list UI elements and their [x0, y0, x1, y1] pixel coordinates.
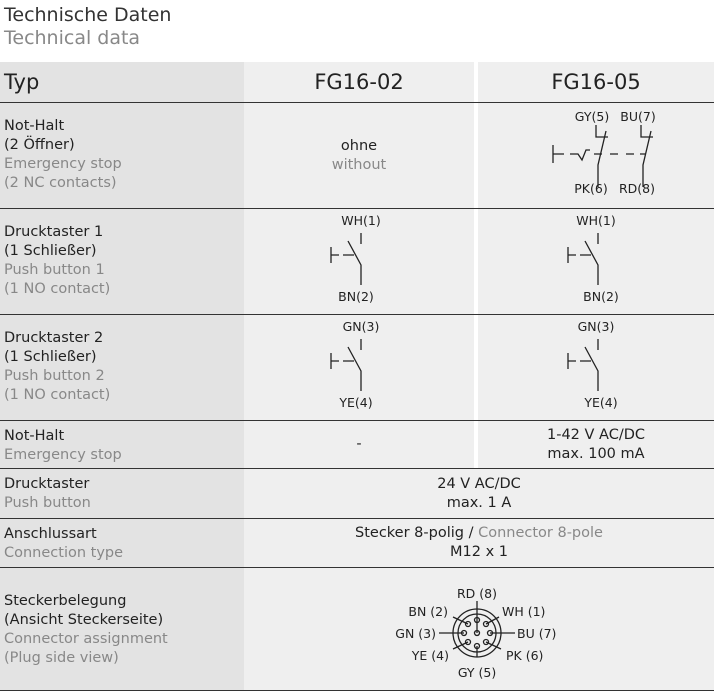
- svg-text:BU(7): BU(7): [620, 109, 656, 124]
- header-type-label: Typ: [0, 62, 244, 102]
- fg16-05-push-button-1: [478, 209, 714, 314]
- no-contact-diagram-icon: [478, 209, 714, 314]
- fg16-05-push-button-2: [478, 315, 714, 420]
- svg-text:GY (5): GY (5): [457, 665, 497, 680]
- svg-text:BN(2): BN(2): [583, 289, 619, 304]
- svg-text:BN (2): BN (2): [408, 604, 448, 619]
- no-contact-diagram-icon: [478, 315, 714, 420]
- fg16-05-emergency-stop: [478, 103, 714, 208]
- svg-text:RD (8): RD (8): [457, 586, 497, 601]
- title-german: Technische Daten: [4, 4, 172, 26]
- fg16-05-emergency-stop-rating: 1-42 V AC/DC max. 100 mA: [478, 421, 714, 468]
- no-contact-diagram-icon: [244, 209, 474, 314]
- nc-contact-diagram-icon: [478, 103, 714, 208]
- svg-text:RD(8): RD(8): [618, 181, 656, 196]
- svg-text:PK (6): PK (6): [506, 648, 544, 663]
- row-emergency-stop-rating-label: Not-Halt Emergency stop: [0, 421, 244, 468]
- header-fg16-05: FG16-05: [478, 62, 714, 102]
- row-push-button-1-label: Drucktaster 1 (1 Schließer) Push button 1 (1 NO contact): [0, 209, 244, 314]
- svg-text:PK(6): PK(6): [574, 181, 608, 196]
- fg16-02-emergency-stop-rating: -: [244, 421, 474, 468]
- row-push-button-2-label: Drucktaster 2 (1 Schließer) Push button 2 (1 NO contact): [0, 315, 244, 420]
- row-connector-assignment-label: Steckerbelegung (Ansicht Steckerseite) Connector assignment (Plug side view): [0, 568, 244, 690]
- svg-text:YE (4): YE (4): [411, 648, 449, 663]
- svg-text:WH(1): WH(1): [576, 213, 616, 228]
- svg-text:YE(4): YE(4): [339, 395, 373, 410]
- svg-text:GN(3): GN(3): [342, 319, 380, 334]
- row-emergency-stop-label: Not-Halt (2 Öffner) Emergency stop (2 NC contacts): [0, 103, 244, 208]
- svg-text:WH (1): WH (1): [502, 604, 546, 619]
- m12-connector-pinout-icon: [244, 568, 714, 690]
- fg16-02-emergency-stop: ohne without: [244, 103, 474, 208]
- title-english: Technical data: [4, 27, 141, 49]
- svg-text:GN (3): GN (3): [395, 626, 436, 641]
- svg-text:GY(5): GY(5): [574, 109, 610, 124]
- no-contact-diagram-icon: [244, 315, 474, 420]
- svg-text:GN(3): GN(3): [577, 319, 615, 334]
- header-fg16-02: FG16-02: [244, 62, 474, 102]
- svg-text:BN(2): BN(2): [338, 289, 374, 304]
- svg-text:BU (7): BU (7): [517, 626, 557, 641]
- row-push-button-rating-label: Drucktaster Push button: [0, 469, 244, 518]
- svg-text:YE(4): YE(4): [584, 395, 618, 410]
- row-connection-type-label: Anschlussart Connection type: [0, 519, 244, 567]
- push-button-rating: 24 V AC/DC max. 1 A: [244, 469, 714, 518]
- fg16-02-push-button-2: [244, 315, 474, 420]
- connector-assignment: [244, 568, 714, 690]
- svg-text:WH(1): WH(1): [341, 213, 381, 228]
- connection-type: Stecker 8-polig / Connector 8-pole M12 x 1: [244, 519, 714, 567]
- fg16-02-push-button-1: [244, 209, 474, 314]
